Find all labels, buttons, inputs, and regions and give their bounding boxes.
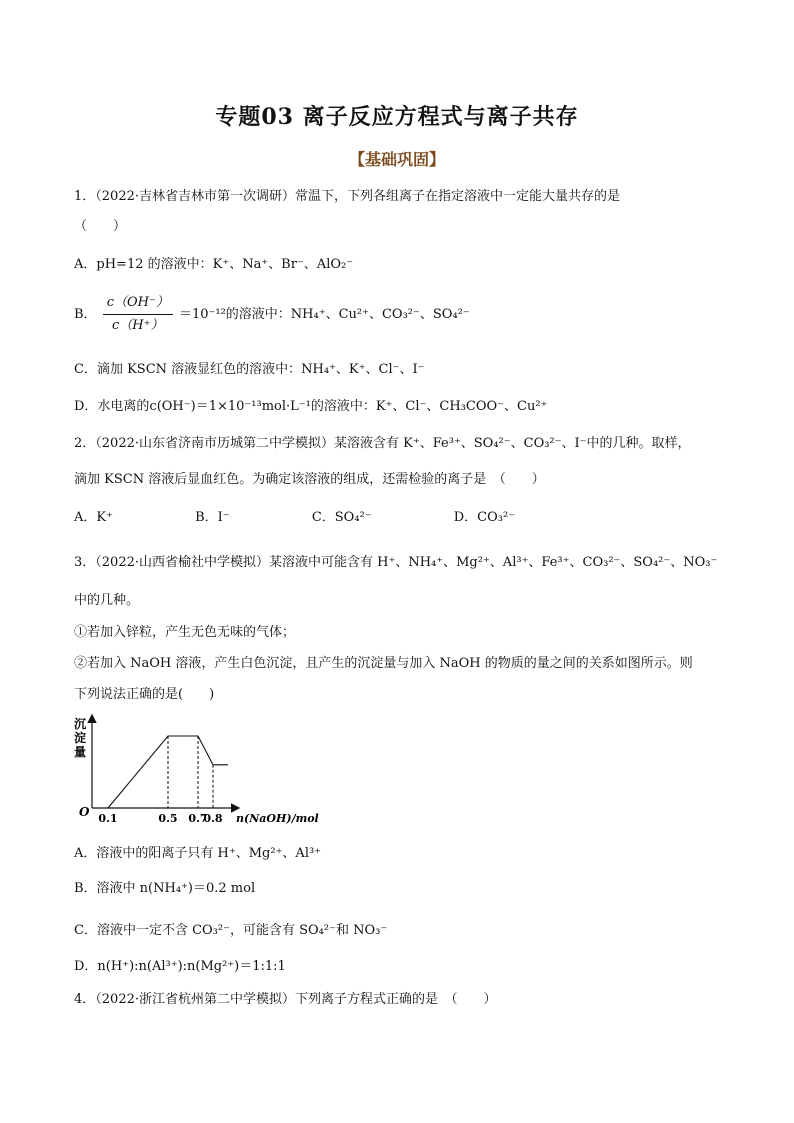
q3-option-c: C．溶液中一定不含 CO₃²⁻，可能含有 SO₄²⁻和 NO₃⁻ <box>74 923 388 938</box>
q1-stem: 1．（2022·吉林省吉林市第一次调研）常温下，下列各组离子在指定溶液中一定能大量共存的是 <box>74 189 620 204</box>
q3-item1: ①若加入锌粒，产生无色无味的气体； <box>74 625 296 640</box>
q2-stem-line1: 2．（2022·山东省济南市历城第二中学模拟）某溶液含有 K⁺、Fe³⁺、SO₄²⁻、CO₃²⁻、I⁻中的几种。取样， <box>74 436 691 451</box>
tick-label-0.7: 0.7 <box>188 812 208 825</box>
q2-choice-d: D．CO₃²⁻ <box>453 510 516 525</box>
q2-stem-line2: 滴加 KSCN 溶液后显血红色。为确定该溶液的组成，还需检验的离子是 （ ） <box>74 472 545 487</box>
q1-option-b <box>74 294 470 335</box>
q2-choice-b: B．I⁻ <box>195 510 230 525</box>
q4-stem: 4．（2022·浙江省杭州第二中学模拟）下列离子方程式正确的是 （ ） <box>74 992 497 1007</box>
origin-label: O <box>79 805 90 819</box>
q1-option-c: C．滴加 KSCN 溶液显红色的溶液中：NH₄⁺、K⁺、Cl⁻、I⁻ <box>74 362 425 377</box>
q1-option-b-denominator: c（H⁺） <box>112 318 164 333</box>
section-label: 【基础巩固】 <box>348 150 445 169</box>
y-label-char-1: 沉 <box>74 717 87 731</box>
q1-option-b-fraction <box>103 294 173 335</box>
q1-option-b-numerator: c（OH⁻） <box>103 294 173 315</box>
q2-choice-c: C．SO₄²⁻ <box>311 510 372 525</box>
q1-option-a: A．pH=12 的溶液中：K⁺、Na⁺、Br⁻、AlO₂⁻ <box>74 257 354 272</box>
y-label-char-2: 淀 <box>74 731 87 745</box>
tick-label-0.1: 0.1 <box>98 812 118 825</box>
q1-paren: （ ） <box>74 219 127 234</box>
q1-option-b-prefix: B． <box>74 307 97 322</box>
q3-option-b: B．溶液中 n(NH₄⁺)＝0.2 mol <box>74 881 256 896</box>
q3-item2-line1: ②若加入 NaOH 溶液，产生白色沉淀，且产生的沉淀量与加入 NaOH 的物质的量之间的关系如图所示。则 <box>74 656 693 671</box>
q3-stem-line2: 中的几种。 <box>74 593 140 608</box>
q3-option-d: D．n(H⁺):n(Al³⁺):n(Mg²⁺)＝1:1:1 <box>74 959 286 974</box>
tick-label-0.8: 0.8 <box>203 812 223 825</box>
q2-choice-a: A．K⁺ <box>74 510 113 525</box>
q1-option-b-rest: ＝10⁻¹²的溶液中：NH₄⁺、Cu²⁺、CO₃²⁻、SO₄²⁻ <box>178 307 470 322</box>
precipitate-graph <box>70 712 330 830</box>
x-axis-label: n(NaOH)/mol <box>236 812 319 825</box>
q3-option-a: A．溶液中的阳离子只有 H⁺、Mg²⁺、Al³⁺ <box>74 846 322 861</box>
y-label-char-3: 量 <box>74 745 87 759</box>
q3-item2-line2: 下列说法正确的是( ) <box>74 687 215 702</box>
page-title: 专题03 离子反应方程式与离子共存 <box>215 104 579 130</box>
tick-label-0.5: 0.5 <box>158 812 178 825</box>
q2-choices <box>74 509 515 527</box>
q1-option-d: D．水电离的c(OH⁻)＝1×10⁻¹³mol·L⁻¹的溶液中：K⁺、Cl⁻、CH₃COO⁻、Cu²⁺ <box>74 399 548 414</box>
q3-stem-line1: 3．（2022·山西省榆社中学模拟）某溶液中可能含有 H⁺、NH₄⁺、Mg²⁺、Al³⁺、Fe³⁺、CO₃²⁻、SO₄²⁻、NO₃⁻ <box>74 555 718 570</box>
